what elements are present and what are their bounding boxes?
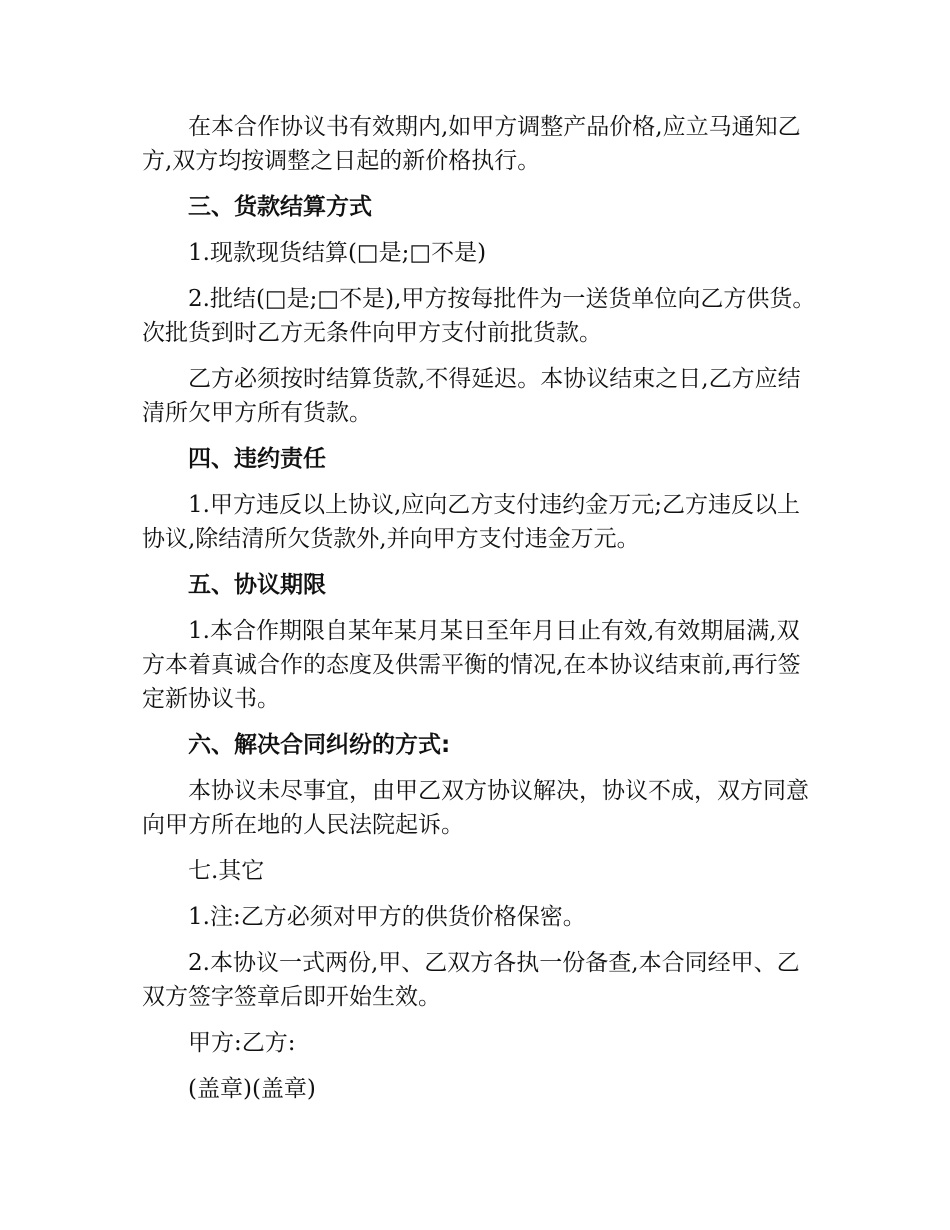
paragraph-penalty: 1.甲方违反以上协议,应向乙方支付违约金万元;乙方违反以上协议,除结清所欠货款外,并向甲方支付违金万元。 xyxy=(142,492,801,552)
paragraph-batch-settlement: 2.批结(□是;□不是),甲方按每批件为一送货单位向乙方供货。次批货到时乙方无条件向甲方支付前批货款。 xyxy=(142,286,816,346)
paragraph-price-adjustment: 在本合作协议书有效期内,如甲方调整产品价格,应立马通知乙方,双方均按调整之日起的新价格执行。 xyxy=(142,114,801,174)
heading-payment-settlement: 三、货款结算方式 xyxy=(188,194,372,220)
heading-breach-liability: 四、违约责任 xyxy=(188,446,326,472)
signature-parties: 甲方:乙方: xyxy=(188,1030,296,1056)
paragraph-copies-effective: 2.本协议一式两份,甲、乙双方各执一份备查,本合同经甲、乙双方签字签章后即开始生效。 xyxy=(142,950,800,1010)
heading-agreement-term: 五、协议期限 xyxy=(188,572,326,598)
paragraph-payment-deadline: 乙方必须按时结算货款,不得延迟。本协议结束之日,乙方应结清所欠甲方所有货款。 xyxy=(142,366,801,426)
paragraph-cash-settlement: 1.现款现货结算(□是;□不是) xyxy=(188,240,487,266)
signature-seals: (盖章)(盖章) xyxy=(188,1076,316,1102)
document-page xyxy=(142,110,818,1118)
section-other-title: 七.其它 xyxy=(188,858,265,884)
heading-dispute-resolution: 六、解决合同纠纷的方式: xyxy=(188,732,451,758)
paragraph-confidentiality: 1.注:乙方必须对甲方的供货价格保密。 xyxy=(188,904,586,930)
paragraph-term-details: 1.本合作期限自某年某月某日至年月日止有效,有效期届满,双方本着真诚合作的态度及供需平衡的情况,在本协议结束前,再行签定新协议书。 xyxy=(142,618,801,712)
paragraph-dispute-details: 本协议未尽事宜，由甲乙双方协议解决，协议不成，双方同意向甲方所在地的人民法院起诉。 xyxy=(142,778,809,838)
